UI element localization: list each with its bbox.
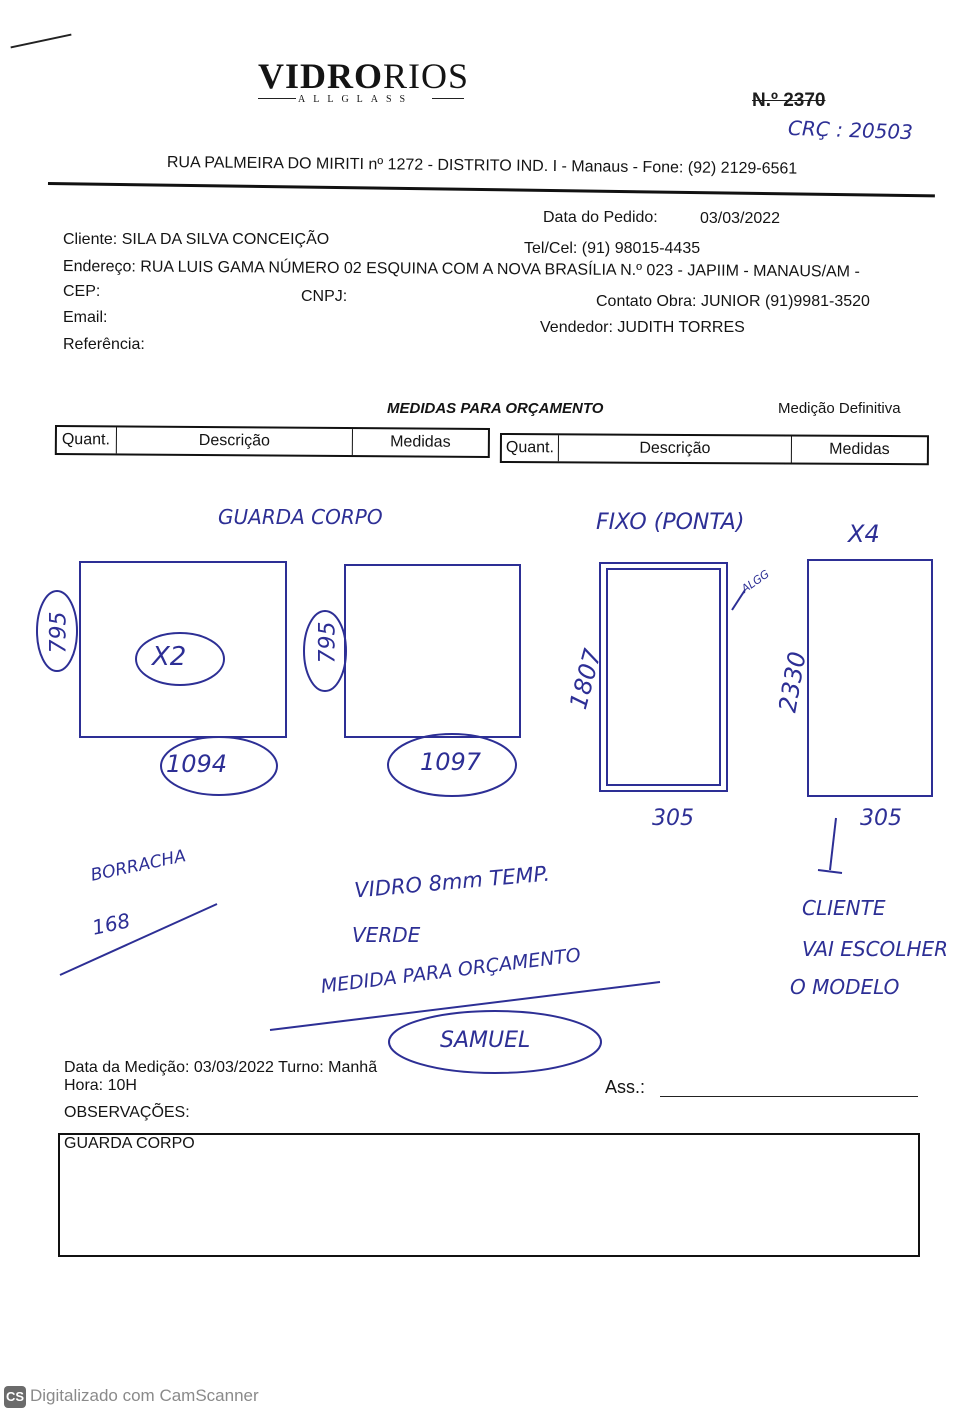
signature-label: Ass.:	[605, 1077, 646, 1097]
dim-1094: 1094	[166, 750, 228, 778]
arrow-stroke	[830, 818, 836, 870]
dim-795-left: 795	[46, 611, 72, 654]
client-cep: CEP:	[63, 283, 101, 300]
client-address: Endereço: RUA LUIS GAMA NÚMERO 02 ESQUINA COM A NOVA BRASÍLIA N.º 023 - JAPIIM - MANAUS/AM -	[62, 258, 860, 281]
camscanner-icon: CS	[4, 1386, 26, 1408]
borracha-stroke	[60, 904, 217, 975]
logo-light: RIOS	[383, 56, 470, 96]
note-verde: VERDE	[352, 923, 421, 947]
note-cliente-3: O MODELO	[790, 975, 900, 999]
client-seller: Vendedor: JUDITH TORRES	[540, 319, 745, 336]
order-date-label: Data do Pedido:	[543, 209, 658, 226]
client-contact: Contato Obra: JUNIOR (91)9981-3520	[596, 293, 870, 310]
section-title: MEDIDAS PARA ORÇAMENTO	[387, 400, 604, 417]
alg-stroke	[732, 590, 745, 610]
panel-3-inner	[607, 569, 720, 785]
order-number: N.º 2370	[752, 90, 826, 111]
crc-note: CRÇ : 20503	[787, 115, 914, 145]
dim-305-left: 305	[652, 806, 694, 831]
col-medidas-left: Medidas	[390, 433, 451, 451]
measure-date: Data da Medição: 03/03/2022 Turno: Manhã	[64, 1059, 378, 1076]
measurement-type: Medição Definitiva	[778, 400, 901, 417]
obs-label: OBSERVAÇÕES:	[64, 1104, 190, 1121]
client-name: Cliente: SILA DA SILVA CONCEIÇÃO	[63, 231, 330, 248]
sketch-label-fixo: FIXO (PONTA)	[596, 510, 745, 535]
panel-3-outer	[600, 563, 727, 791]
signature-line	[660, 1096, 918, 1097]
scanner-watermark	[4, 1386, 259, 1408]
scanner-text: Digitalizado com CamScanner	[30, 1386, 259, 1405]
dim-795-right: 795	[315, 621, 341, 664]
panel-2	[345, 565, 520, 737]
client-phone: Tel/Cel: (91) 98015-4435	[524, 240, 701, 257]
logo-bold: VIDRO	[258, 56, 384, 96]
order-date-value: 03/03/2022	[700, 210, 781, 227]
sketch-alg: ALGG	[739, 567, 772, 596]
measure-hour: Hora: 10H	[64, 1077, 137, 1094]
note-samuel: SAMUEL	[440, 1028, 531, 1053]
dim-2330: 2330	[773, 649, 812, 715]
client-email: Email:	[63, 309, 108, 326]
col-desc-left: Descrição	[117, 427, 353, 455]
client-reference: Referência:	[63, 336, 145, 353]
sketch-label-x2: X2	[152, 642, 187, 672]
col-desc-right: Descrição	[559, 435, 792, 462]
note-cliente-1: CLIENTE	[802, 896, 886, 920]
col-quant-right: Quant.	[502, 435, 559, 461]
note-vidro: VIDRO 8mm TEMP.	[353, 861, 551, 903]
note-cliente-2: VAI ESCOLHER	[802, 937, 949, 961]
col-medidas-right: Medidas	[829, 440, 890, 459]
sketch-label-guarda: GUARDA CORPO	[218, 505, 383, 529]
client-cnpj: CNPJ:	[301, 288, 348, 305]
dim-1097: 1097	[420, 748, 482, 776]
company-address: RUA PALMEIRA DO MIRITI nº 1272 - DISTRITO IND. I - Manaus - Fone: (92) 2129-6561	[166, 154, 798, 178]
obs-text: GUARDA CORPO	[64, 1135, 195, 1152]
note-medida: MEDIDA PARA ORÇAMENTO	[319, 944, 583, 998]
arrow-head	[818, 870, 842, 873]
sketch-label-x4: X4	[848, 520, 880, 548]
dim-1807: 1807	[564, 645, 607, 713]
panel-4	[808, 560, 932, 796]
logo-subtitle: ALLGLASS	[298, 94, 414, 105]
col-quant-left: Quant.	[57, 427, 117, 453]
note-borracha: BORRACHA	[88, 846, 188, 886]
note-borracha-num: 168	[89, 908, 133, 940]
dim-305-right: 305	[860, 806, 902, 831]
